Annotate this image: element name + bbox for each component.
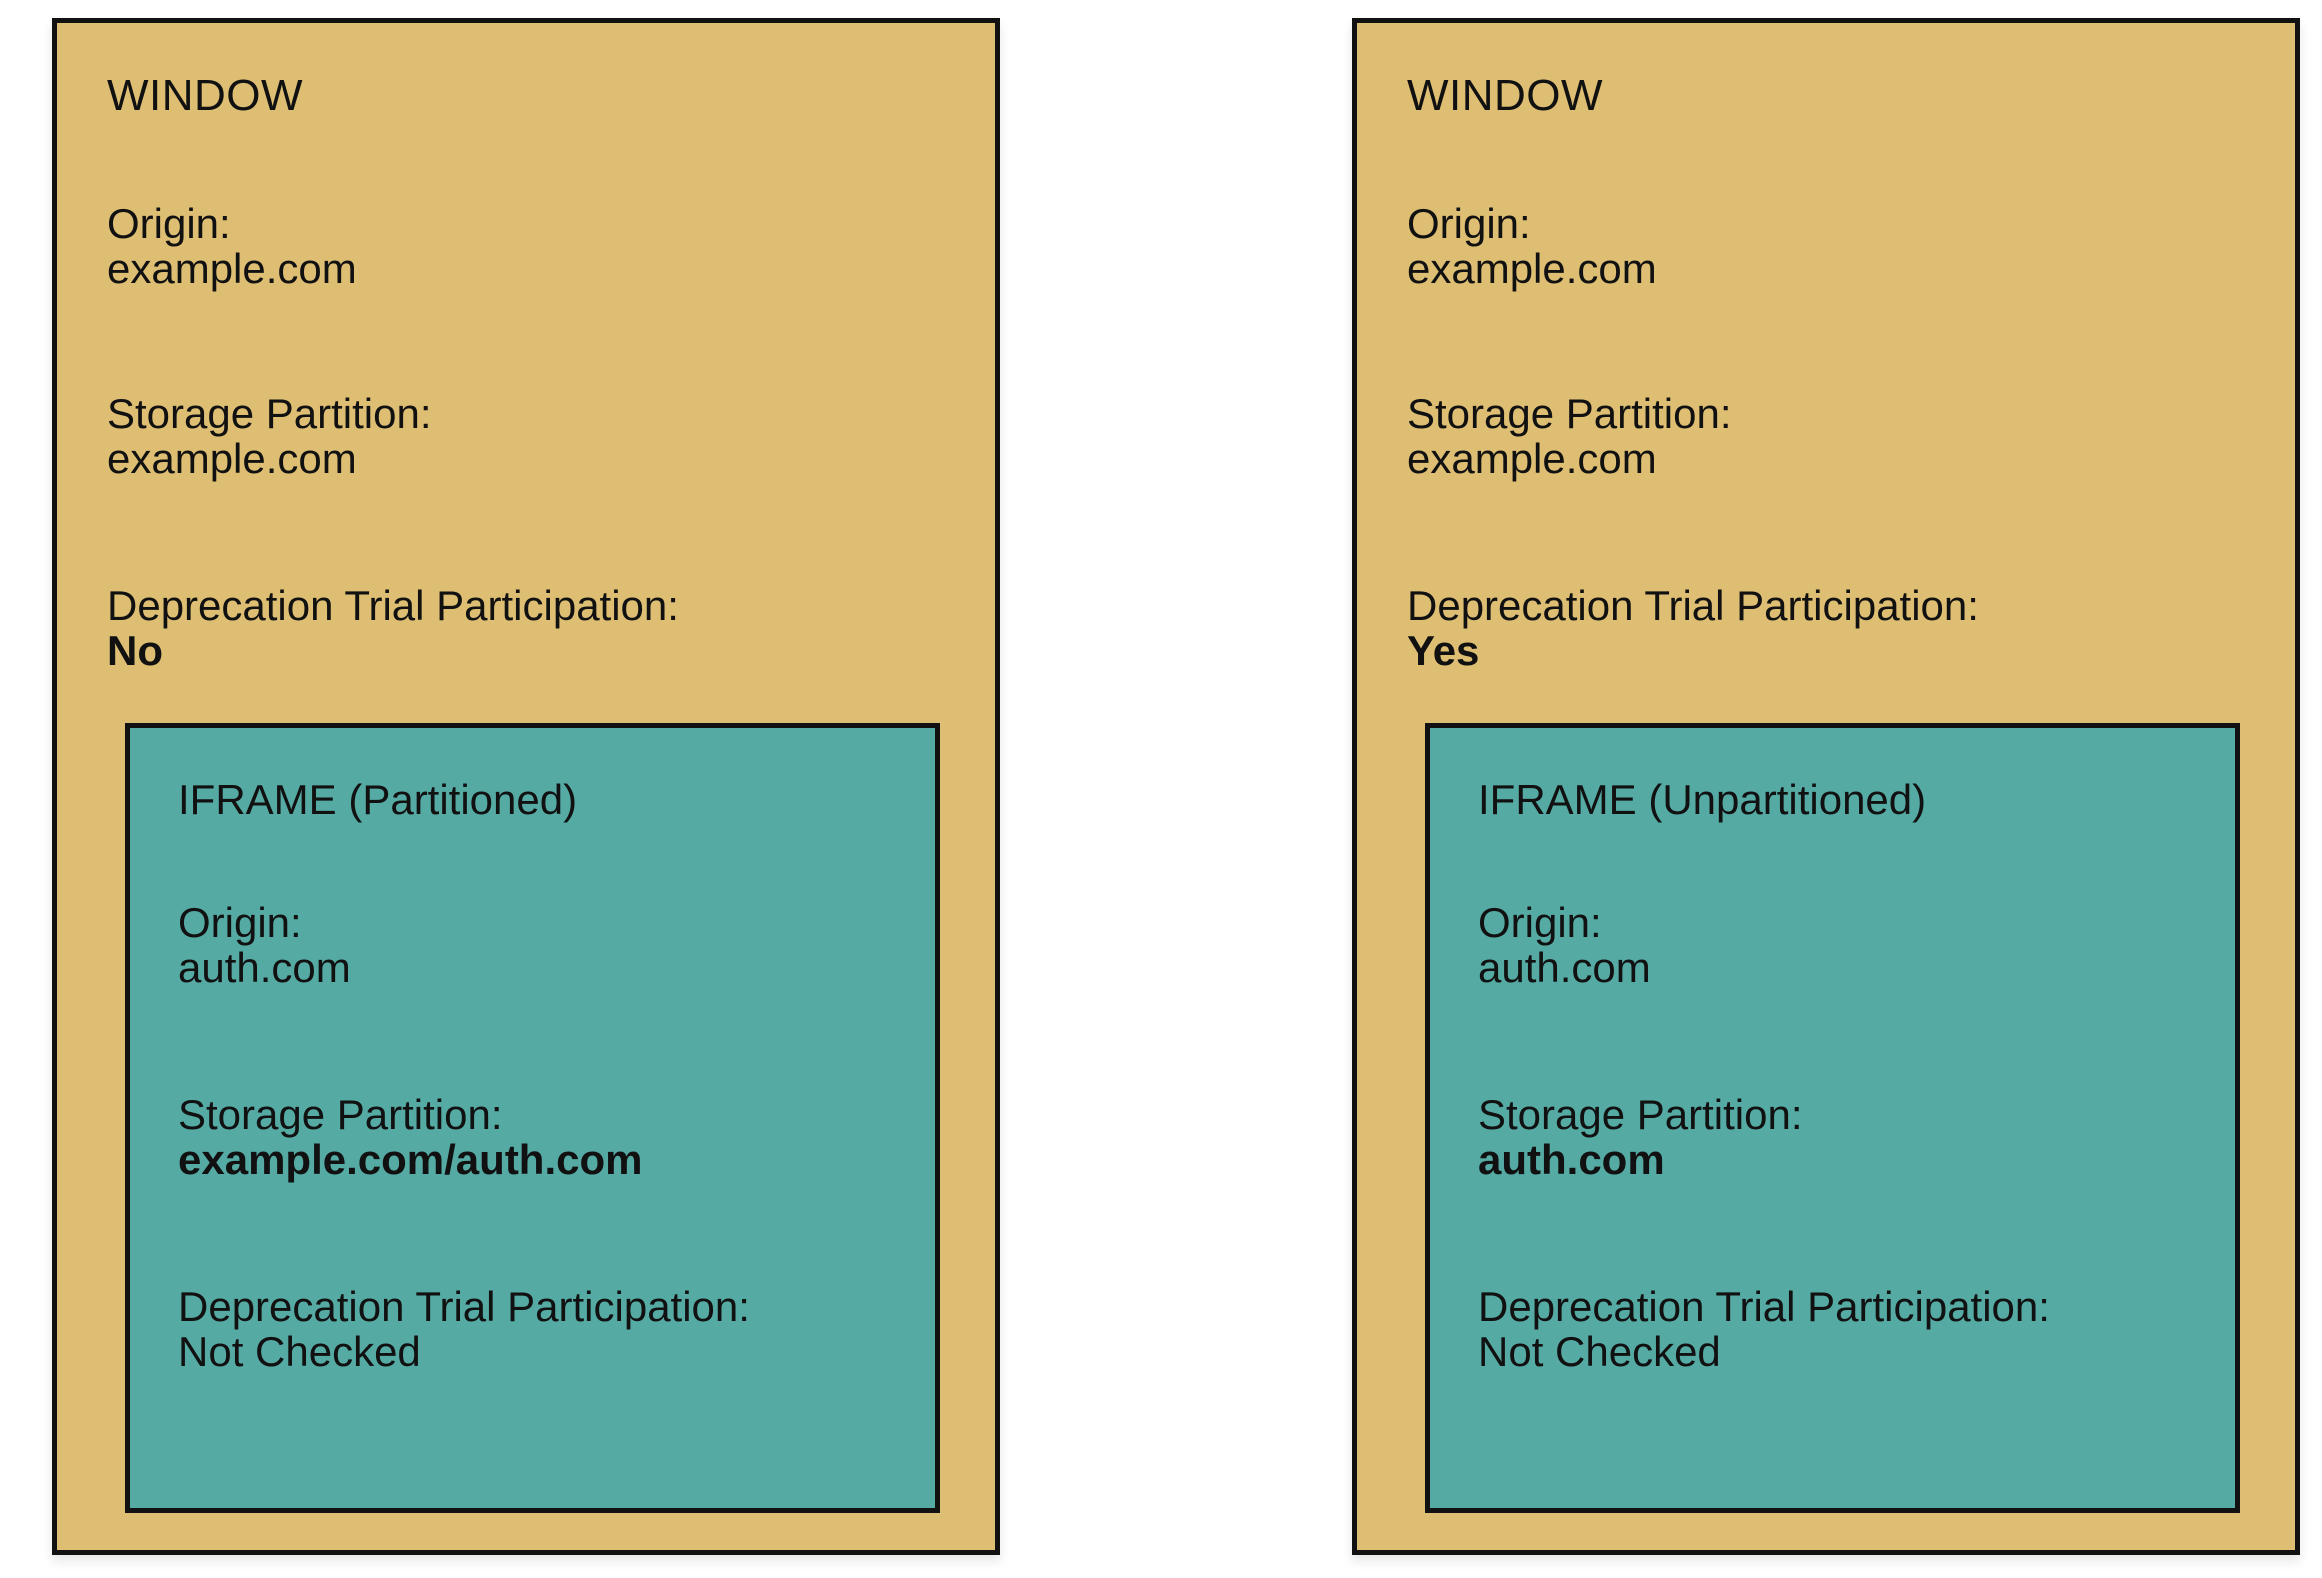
window-origin-value: example.com: [1407, 245, 1657, 293]
window-trial-label: Deprecation Trial Participation:: [107, 582, 679, 629]
iframe-origin-field: [1478, 900, 1651, 991]
window-storage-value: example.com: [1407, 435, 1657, 483]
iframe-trial-value: Not Checked: [1478, 1328, 1721, 1376]
window-origin-label: Origin:: [1407, 200, 1531, 247]
window-origin-field: [1407, 201, 1657, 292]
window-trial-field: [107, 583, 679, 674]
iframe-storage-field: [178, 1092, 642, 1183]
iframe-origin-label: Origin:: [1478, 899, 1602, 946]
window-trial-field: [1407, 583, 1979, 674]
iframe-origin-field: [178, 900, 351, 991]
iframe-origin-value: auth.com: [178, 944, 351, 992]
iframe-trial-label: Deprecation Trial Participation:: [1478, 1283, 2050, 1330]
iframe-storage-label: Storage Partition:: [178, 1091, 503, 1138]
window-storage-label: Storage Partition:: [1407, 390, 1732, 437]
iframe-origin-label: Origin:: [178, 899, 302, 946]
window-trial-value: Yes: [1407, 627, 1480, 675]
iframe-title: IFRAME (Unpartitioned): [1478, 776, 1927, 823]
window-storage-field: [1407, 391, 1732, 482]
window-title: WINDOW: [107, 71, 304, 120]
iframe-origin-value: auth.com: [1478, 944, 1651, 992]
window-storage-label: Storage Partition:: [107, 390, 432, 437]
iframe-storage-field: [1478, 1092, 1803, 1183]
iframe-box-partitioned: [125, 723, 940, 1513]
iframe-trial-field: [1478, 1284, 2050, 1375]
iframe-storage-value: auth.com: [1478, 1136, 1665, 1184]
window-storage-value: example.com: [107, 435, 357, 483]
window-origin-field: [107, 201, 357, 292]
iframe-title: IFRAME (Partitioned): [178, 776, 578, 823]
window-trial-value: No: [107, 627, 163, 675]
iframe-box-unpartitioned: [1425, 723, 2240, 1513]
iframe-storage-value: example.com/auth.com: [178, 1136, 643, 1184]
window-origin-label: Origin:: [107, 200, 231, 247]
iframe-trial-field: [178, 1284, 750, 1375]
window-origin-value: example.com: [107, 245, 357, 293]
iframe-trial-label: Deprecation Trial Participation:: [178, 1283, 750, 1330]
window-storage-field: [107, 391, 432, 482]
iframe-storage-label: Storage Partition:: [1478, 1091, 1803, 1138]
window-box-unpartitioned: [1352, 18, 2300, 1555]
window-title: WINDOW: [1407, 71, 1604, 120]
window-trial-label: Deprecation Trial Participation:: [1407, 582, 1979, 629]
window-box-partitioned: [52, 18, 1000, 1555]
iframe-trial-value: Not Checked: [178, 1328, 421, 1376]
